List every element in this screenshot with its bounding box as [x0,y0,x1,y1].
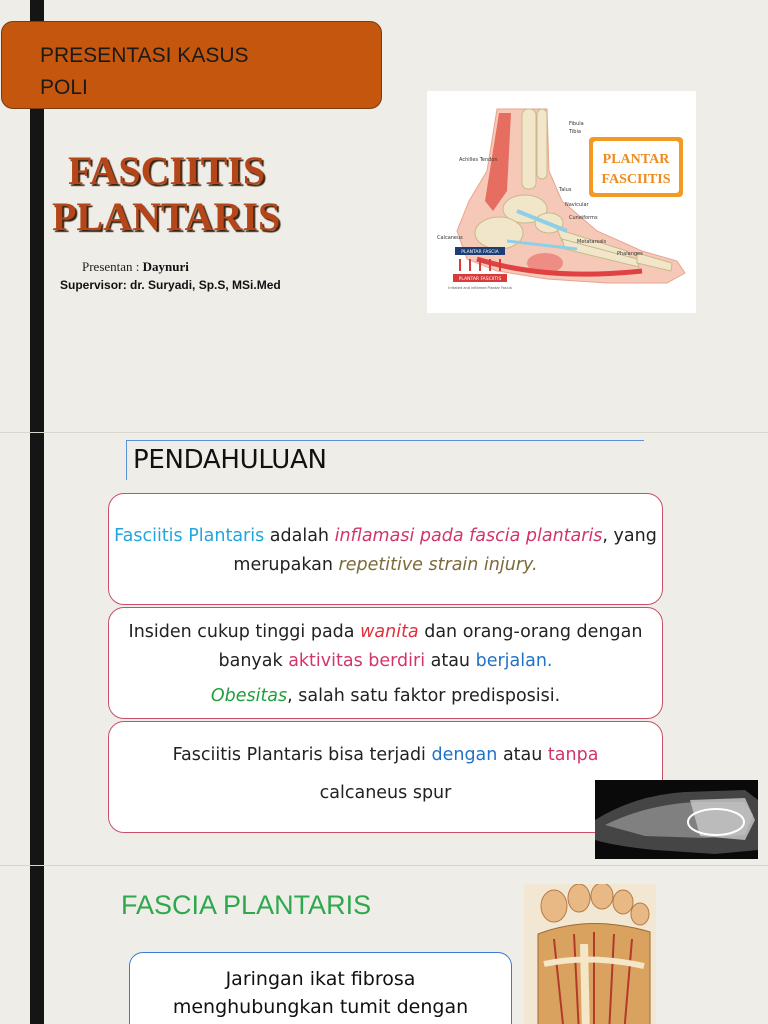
term-tanpa: tanpa [547,745,599,765]
label-plantar-fascia: PLANTAR FASCIA [461,250,499,255]
term-berjalan: berjalan. [475,651,553,671]
presentation-tag-text [40,40,249,104]
text: Insiden cukup tinggi pada [128,622,361,642]
definition-box [129,952,512,1024]
text: , salah satu faktor predisposisi. [287,686,561,706]
term-inflamasi: inflamasi pada fascia plantaris [334,526,603,546]
text: calcaneus spur [319,783,452,803]
title-line-1: FASCIITIS [68,148,266,193]
label-achilles: Achilles Tendon [459,157,498,163]
term-wanita: wanita [360,622,419,642]
definition-box [108,493,663,605]
term-dengan: dengan [431,745,498,765]
slide-left-bar [30,866,44,1024]
obesity-line [109,682,662,711]
text: dan orang-orang dengan banyak [218,622,643,671]
presenter-name: Daynuri [142,259,189,274]
foot-sole-anatomy-image [524,884,656,1024]
slide-pendahuluan [0,433,768,865]
title-rule [126,440,644,441]
slide-left-bar [30,433,44,865]
label-cuneiforms: Cuneiforms [569,215,598,221]
label-irritated: Irritated and inflamed Plantar Fascia [448,286,512,290]
term-rsi: repetitive strain injury. [338,555,538,575]
xray-image [595,780,758,859]
label-phalanges: Phalanges [617,251,643,257]
label-plantar-fasciitis: PLANTAR FASCIITIS [458,277,502,282]
text: adalah [264,526,335,546]
label-navicular: Navicular [565,202,589,208]
illus-badge-line2: FASCIITIS [601,172,671,187]
slide-title [0,0,768,432]
label-fibula: Fibula [569,121,584,127]
box-line-1: Jaringan ikat fibrosa [225,968,416,990]
title-line-2: PLANTARIS [52,194,281,239]
slide-title-text [52,148,280,240]
presenter-line [82,259,189,275]
text: atau [425,651,476,671]
term-aktivitas: aktivitas berdiri [288,651,426,671]
box-line-2: menghubungkan tumit dengan [172,996,469,1018]
text: atau [497,745,548,765]
spur-box [108,721,663,833]
text: , yang merupakan [233,526,657,575]
illus-badge-line1: PLANTAR [602,152,670,167]
slide-fascia-plantaris [0,866,768,1024]
label-tibia: Tibia [569,129,581,135]
incidence-box [108,607,663,719]
foot-anatomy-illustration [427,91,696,313]
term-fasciitis: Fasciitis Plantaris [114,526,265,546]
tag-line-2: POLI [40,76,88,99]
tag-line-1: PRESENTASI KASUS [40,44,249,67]
presenter-label: Presentan : [82,259,143,274]
title-rule-vertical [126,440,127,480]
text: Fasciitis Plantaris bisa terjadi [172,745,432,765]
label-metatarsals: Metatarsals [577,239,607,245]
label-calcaneus: Calcaneus [437,235,463,241]
section-title: FASCIA PLANTARIS [121,890,372,920]
supervisor-line: Supervisor: dr. Suryadi, Sp.S, MSi.Med [60,278,281,292]
section-title: PENDAHULUAN [133,445,327,475]
term-obesitas: Obesitas [210,686,288,706]
label-talus: Talus [559,187,572,193]
